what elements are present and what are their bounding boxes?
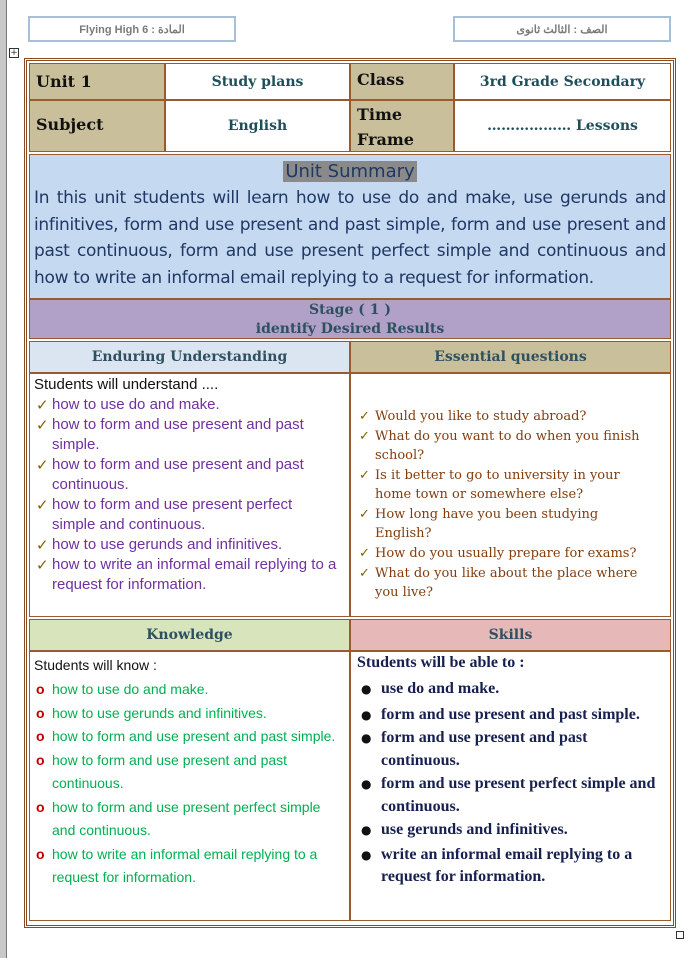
enduring-understanding-cell (29, 373, 350, 617)
question-item: ✓ Is it better to go to university in your home town or somewhere else? (357, 466, 652, 504)
enduring-item: ✓ how to form and use present and past continuous. (34, 455, 337, 495)
knowledge-item: o how to use gerunds and infinitives. (34, 702, 339, 726)
subject-header-box (28, 16, 236, 42)
essential-questions-cell (350, 373, 671, 617)
knowledge-item: o how to use do and make. (34, 678, 339, 702)
unit-plan-table (24, 58, 676, 928)
skills-cell (350, 651, 671, 921)
time-frame-value-cell (454, 100, 671, 152)
stage-cell (29, 299, 671, 339)
unit-summary-title: Unit Summary (285, 161, 415, 182)
questions-list (357, 407, 652, 602)
table-resize-handle-icon[interactable] (676, 931, 684, 939)
knowledge-item: o how to form and use present and past continuous. (34, 749, 339, 796)
question-item: ✓ How do you usually prepare for exams? (357, 544, 652, 563)
unit-label-cell (29, 63, 165, 100)
subject-value: English (227, 118, 288, 134)
skills-header (350, 619, 671, 651)
stage-number: Stage ( 1 ) (309, 302, 391, 318)
unit-value: Study plans (211, 73, 304, 90)
subject-value-cell (165, 100, 350, 152)
grade-header-box (453, 16, 671, 42)
question-item: ✓ What do you like about the place where you live? (357, 564, 652, 602)
time-label-line2: Frame (357, 130, 414, 149)
time-frame-value: ……………… Lessons (487, 118, 638, 134)
unit-value-cell (165, 63, 350, 100)
question-item: ✓ What do you want to do when you finish school? (357, 427, 652, 465)
knowledge-item: o how to write an informal email replying to a request for information. (34, 843, 339, 890)
subject-label-cell (29, 100, 165, 152)
knowledge-heading: Knowledge (146, 627, 233, 643)
class-value-cell (454, 63, 671, 100)
unit-summary-text: In this unit students will learn how to use do and make, use gerunds and infinitives, form and use present and past simple, form and use present and past continuous, form and use present perfect simple and continuous and how to write an informal email replying to a request for information. (34, 188, 666, 288)
skills-item: ● use do and make. (357, 678, 664, 701)
time-label-line1: Time (357, 105, 403, 124)
class-label: Class (357, 70, 405, 89)
skills-heading: Skills (488, 627, 533, 643)
skills-item: ● form and use present and past simple. (357, 704, 664, 727)
skills-list (357, 678, 664, 889)
enduring-item: ✓ how to form and use present and past simple. (34, 415, 337, 455)
enduring-item: ✓ how to form and use present perfect simple and continuous. (34, 495, 337, 535)
skills-item: ● write an informal email replying to a request for information. (357, 844, 664, 889)
class-value: 3rd Grade Secondary (479, 73, 646, 90)
enduring-item: ✓ how to use gerunds and infinitives. (34, 535, 337, 555)
knowledge-item: o how to form and use present perfect simple and continuous. (34, 796, 339, 843)
subject-header-text: Flying High 6 : المادة (79, 23, 185, 36)
skills-intro: Students will be able to : (357, 654, 525, 671)
subject-label: Subject (36, 115, 104, 134)
enduring-understanding-header (29, 341, 350, 373)
essential-questions-heading: Essential questions (434, 349, 587, 365)
skills-item: ● form and use present perfect simple and continuous. (357, 773, 664, 818)
question-item: ✓ How long have you been studying English? (357, 505, 652, 543)
essential-questions-header (350, 341, 671, 373)
knowledge-cell (29, 651, 350, 921)
grade-header-text: الصف : الثالث ثانوى (516, 23, 608, 36)
knowledge-intro: Students will know : (34, 657, 157, 673)
skills-item: ● form and use present and past continuous. (357, 727, 664, 772)
table-move-handle-icon[interactable]: + (10, 48, 18, 58)
knowledge-header (29, 619, 350, 651)
enduring-list (34, 395, 337, 595)
unit-summary-cell (29, 154, 671, 299)
stage-description: identify Desired Results (255, 321, 445, 337)
enduring-understanding-heading: Enduring Understanding (91, 349, 288, 365)
skills-item: ● use gerunds and infinitives. (357, 819, 664, 842)
left-margin-bar (0, 0, 7, 958)
enduring-item: ✓ how to use do and make. (34, 395, 337, 415)
enduring-item: ✓ how to write an informal email replying to a request for information. (34, 555, 337, 595)
question-item: ✓ Would you like to study abroad? (357, 407, 652, 426)
enduring-intro: Students will understand .... (34, 376, 219, 393)
knowledge-item: o how to form and use present and past simple. (34, 725, 339, 749)
class-label-cell (350, 63, 454, 100)
time-frame-label-cell (350, 100, 454, 152)
knowledge-list (34, 678, 339, 890)
unit-label: Unit 1 (36, 72, 92, 91)
